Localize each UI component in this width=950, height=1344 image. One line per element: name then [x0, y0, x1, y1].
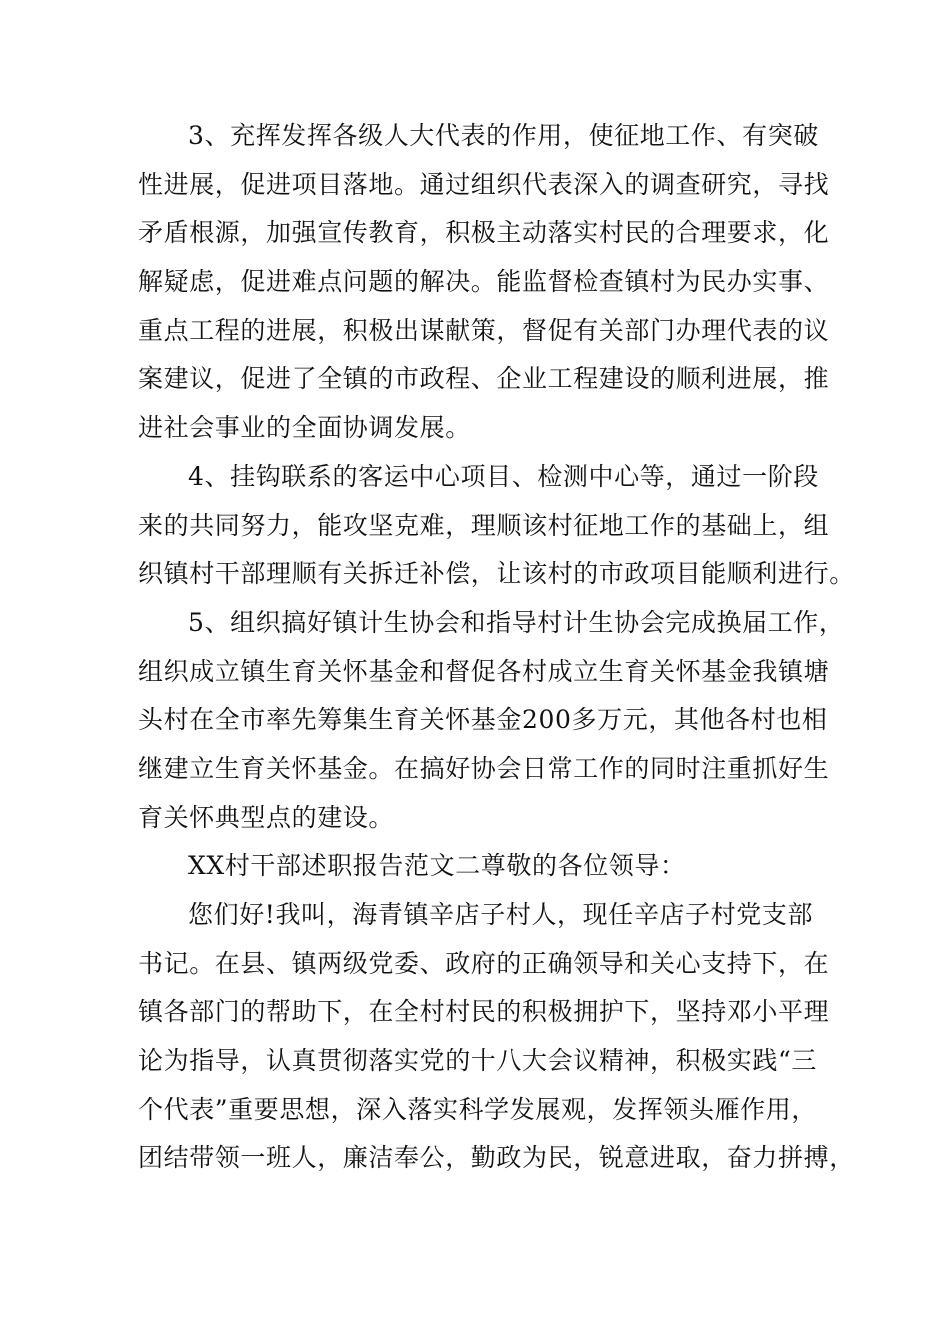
text-line: 解疑虑，促进难点问题的解决。能监督检查镇村为民办实事、: [138, 267, 830, 297]
text-line: 书记。在县、镇两级党委、政府的正确领导和关心支持下，在: [138, 948, 830, 978]
text-line: 来的共同努力，能攻坚克难，理顺该村征地工作的基础上，组: [138, 510, 830, 540]
text-line: 案建议，促进了全镇的市政程、企业工程建设的顺利进展，推: [138, 364, 830, 394]
text-line: 3、充挥发挥各级人大代表的作用，使征地工作、有突破: [188, 121, 819, 150]
text-line: 重点工程的进展，积极出谋献策，督促有关部门办理代表的议: [138, 315, 830, 345]
text-line: 论为指导，认真贯彻落实党的十八大会议精神，积极实践“三: [138, 1046, 817, 1076]
text-line: XX村干部述职报告范文二尊敬的各位领导：: [188, 851, 686, 881]
text-line: 性进展，促进项目落地。通过组织代表深入的调查研究，寻找: [138, 169, 830, 199]
text-line: 组织成立镇生育关怀基金和督促各村成立生育关怀基金我镇塘: [138, 656, 830, 686]
text-line: 育关怀典型点的建设。: [138, 802, 395, 832]
text-line: 继建立生育关怀基金。在搞好协会日常工作的同时注重抓好生: [138, 753, 830, 783]
text-line: 个代表”重要思想，深入落实科学发展观，发挥领头雁作用，: [138, 1094, 817, 1124]
text-line: 头村在全市率先筹集生育关怀基金200多万元，其他各村也相: [138, 705, 828, 735]
text-line: 进社会事业的全面协调发展。: [138, 413, 471, 443]
text-line: 织镇村干部理顺有关拆迁补偿，让该村的市政项目能顺利进行。: [138, 559, 855, 589]
document-body: [138, 112, 855, 1183]
text-line: 矛盾根源，加强宣传教育，积极主动落实村民的合理要求，化: [138, 218, 830, 248]
text-line: 团结带领一班人，廉洁奉公，勤政为民，锐意进取，奋力拼搏，: [138, 1143, 855, 1173]
text-line: 您们好!我叫，海青镇辛店子村人，现任辛店子村党支部: [188, 900, 814, 929]
text-line: 4、挂钩联系的客运中心项目、检测中心等，通过一阶段: [188, 461, 819, 491]
text-line: 镇各部门的帮助下，在全村村民的积极拥护下，坚持邓小平理: [138, 997, 830, 1027]
text-line: 5、组织搞好镇计生协会和指导村计生协会完成换届工作，: [188, 607, 845, 637]
